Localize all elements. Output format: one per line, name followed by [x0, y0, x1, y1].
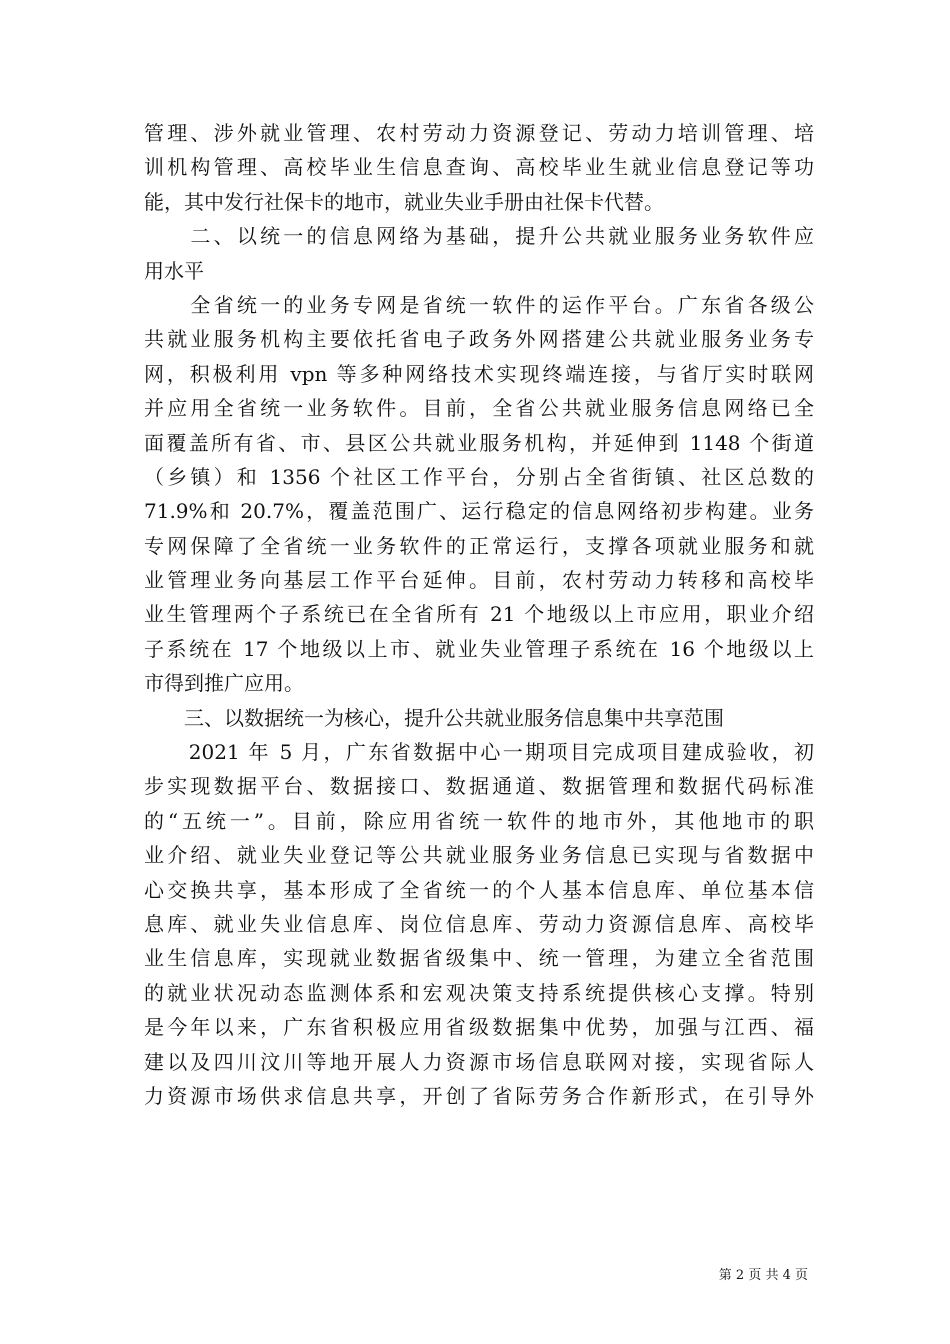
section-heading-line: 三、以数据统一为核心，提升公共就业服务信息集中共享范围 — [144, 705, 724, 730]
text-line: 子系统在 17 个地级以上市、就业失业管理子系统在 16 个地级以上 — [144, 636, 814, 661]
text-line: 并应用全省统一业务软件。目前，全省公共就业服务信息网络已全 — [144, 396, 814, 421]
text-line: 业生管理两个子系统已在全省所有 21 个地级以上市应用，职业介绍 — [144, 602, 814, 627]
text-line: 建以及四川汶川等地开展人力资源市场信息联网对接，实现省际人 — [144, 1049, 814, 1074]
text-line: 专网保障了全省统一业务软件的正常运行，支撑各项就业服务和就 — [144, 533, 814, 558]
text-line: 能，其中发行社保卡的地市，就业失业手册由社保卡代替。 — [144, 189, 664, 214]
text-line: 力资源市场供求信息共享，开创了省际劳务合作新形式，在引导外 — [144, 1083, 814, 1108]
text-line: 2021 年 5 月，广东省数据中心一期项目完成项目建成验收，初 — [144, 740, 814, 765]
text-line: 的“五统一”。目前，除应用省统一软件的地市外，其他地市的职 — [144, 808, 814, 833]
section-heading-line: 用水平 — [144, 258, 204, 283]
text-line: 是今年以来，广东省积极应用省级数据集中优势，加强与江西、福 — [144, 1015, 814, 1040]
text-line: 全省统一的业务专网是省统一软件的运作平台。广东省各级公 — [144, 292, 814, 317]
text-line: 市得到推广应用。 — [144, 671, 304, 696]
text-line: 步实现数据平台、数据接口、数据通道、数据管理和数据代码标准 — [144, 774, 814, 799]
text-line: 息库、就业失业信息库、岗位信息库、劳动力资源信息库、高校毕 — [144, 911, 814, 936]
text-line: 面覆盖所有省、市、县区公共就业服务机构，并延伸到 1148 个街道 — [144, 430, 814, 455]
text-line: 71.9%和 20.7%，覆盖范围广、运行稳定的信息网络初步构建。业务 — [144, 499, 814, 524]
text-line: 的就业状况动态监测体系和宏观决策支持系统提供核心支撑。特别 — [144, 980, 814, 1005]
text-line: 心交换共享，基本形成了全省统一的个人基本信息库、单位基本信 — [144, 877, 814, 902]
text-line: 业生信息库，实现就业数据省级集中、统一管理，为建立全省范围 — [144, 946, 814, 971]
text-line: （乡镇）和 1356 个社区工作平台，分别占全省街镇、社区总数的 — [144, 464, 814, 489]
text-line: 共就业服务机构主要依托省电子政务外网搭建公共就业服务业务专 — [144, 327, 814, 352]
text-line: 业介绍、就业失业登记等公共就业服务业务信息已实现与省数据中 — [144, 843, 814, 868]
document-body — [144, 116, 814, 1113]
text-line: 管理、涉外就业管理、农村劳动力资源登记、劳动力培训管理、培 — [144, 121, 814, 145]
text-line: 网，积极利用 vpn 等多种网络技术实现终端连接，与省厅实时联网 — [144, 361, 814, 386]
page-number-footer: 第 2 页 共 4 页 — [718, 1268, 808, 1283]
section-heading-line: 二、以统一的信息网络为基础，提升公共就业服务业务软件应 — [144, 224, 814, 249]
text-line: 训机构管理、高校毕业生信息查询、高校毕业生就业信息登记等功 — [144, 155, 814, 180]
text-line: 业管理业务向基层工作平台延伸。目前，农村劳动力转移和高校毕 — [144, 568, 814, 593]
